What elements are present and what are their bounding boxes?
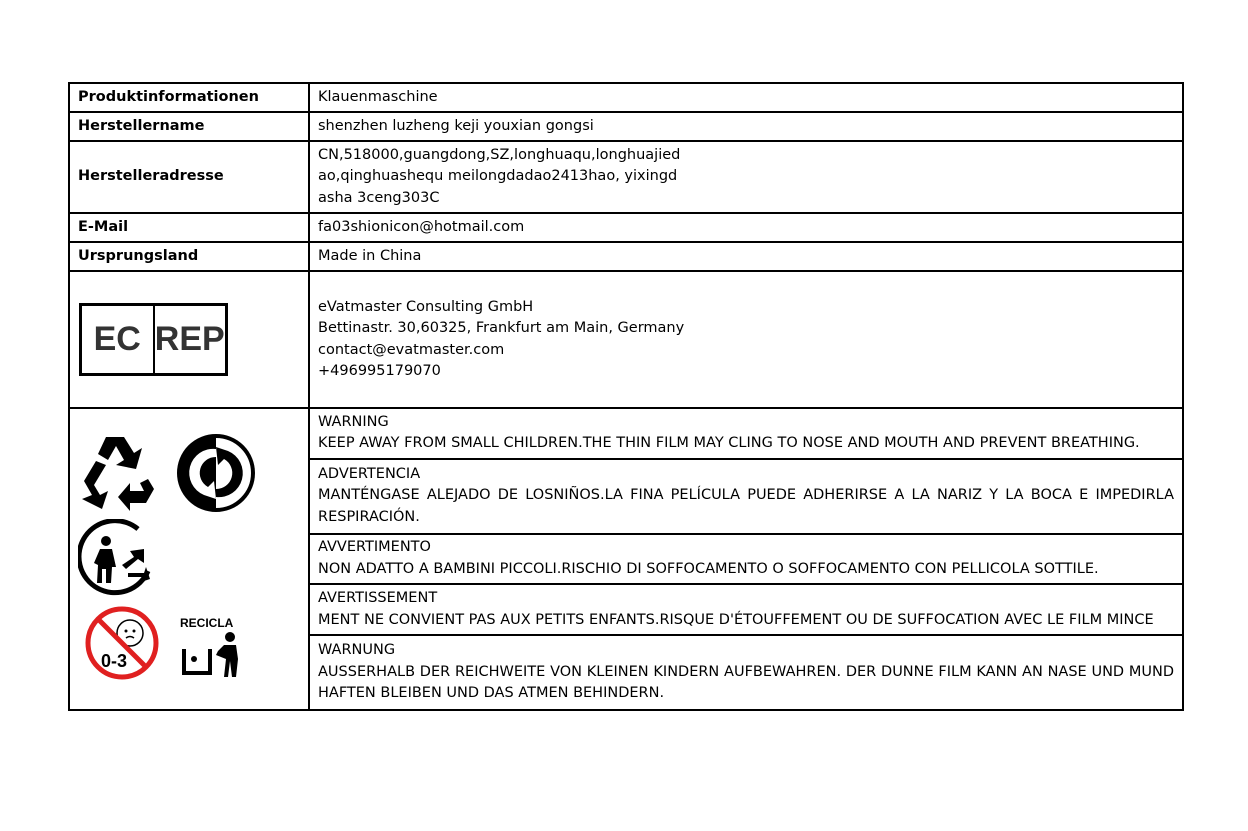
table-row-address xyxy=(69,141,1183,213)
green-dot-icon xyxy=(176,433,256,513)
manufacturer-label: Herstellername xyxy=(69,112,309,141)
warning-es xyxy=(309,459,1183,534)
origin-label: Ursprungsland xyxy=(69,242,309,271)
product-value: Klauenmaschine xyxy=(309,83,1183,112)
address-label: Herstelleradresse xyxy=(69,141,309,213)
ec-rep-symbol-right: REP xyxy=(153,306,226,373)
product-info-table xyxy=(68,82,1184,711)
warning-it-title: AVVERTIMENTO xyxy=(318,539,431,556)
warning-it xyxy=(309,534,1183,585)
table-row-manufacturer xyxy=(69,112,1183,141)
table-row-origin xyxy=(69,242,1183,271)
warning-fr xyxy=(309,584,1183,635)
email-label: E-Mail xyxy=(69,213,309,242)
ec-rep-symbol xyxy=(79,303,228,376)
symbols-panel xyxy=(70,409,308,709)
warning-de xyxy=(309,635,1183,710)
warning-es-title: ADVERTENCIA xyxy=(318,465,421,482)
table-row-email xyxy=(69,213,1183,242)
warning-fr-title: AVERTISSEMENT xyxy=(318,590,438,607)
ec-rep-symbol-left: EC xyxy=(93,319,141,358)
ec-rep-company: eVatmaster Consulting GmbH xyxy=(318,298,534,315)
warning-en xyxy=(309,408,1183,459)
manufacturer-value: shenzhen luzheng keji youxian gongsi xyxy=(309,112,1183,141)
table-row-warning-en xyxy=(69,408,1183,459)
warning-de-title: WARNUNG xyxy=(318,642,396,659)
product-label: Produktinformationen xyxy=(69,83,309,112)
ec-rep-phone: +496995179070 xyxy=(318,363,441,379)
warning-fr-text: MENT NE CONVIENT PAS AUX PETITS ENFANTS.RISQUE D'ÉTOUFFEMENT OU DE SUFFOCATION AVEC LE FILM MINCE xyxy=(318,611,1154,628)
origin-value: Made in China xyxy=(309,242,1183,271)
address-line: asha 3ceng303C xyxy=(318,189,440,206)
ec-rep-address: Bettinastr. 30,60325, Frankfurt am Main, Germany xyxy=(318,320,685,336)
address-line: CN,518000,guangdong,SZ,longhuaqu,longhuajied xyxy=(318,146,681,163)
warning-en-title: WARNING xyxy=(318,413,389,430)
warning-es-text: MANTÉNGASE ALEJADO DE LOSNIÑOS.LA FINA PELÍCULA PUEDE ADHERIRSE A LA NARIZ Y LA BOCA E IMPEDIRLA RESPIRACIÓN. xyxy=(318,487,1174,525)
ec-rep-symbol-cell xyxy=(69,271,309,408)
warning-it-text: NON ADATTO A BAMBINI PICCOLI.RISCHIO DI SOFFOCAMENTO O SOFFOCAMENTO CON PELLICOLA SOTTILE. xyxy=(318,560,1099,577)
symbols-cell xyxy=(69,408,309,710)
recicla-icon xyxy=(180,629,248,679)
ec-rep-email: contact@evatmaster.com xyxy=(318,341,505,358)
warning-en-text: KEEP AWAY FROM SMALL CHILDREN.THE THIN FILM MAY CLING TO NOSE AND MOUTH AND PREVENT BREATHING. xyxy=(318,435,1140,452)
ec-rep-details xyxy=(309,271,1183,408)
recicla-label: RECICLA xyxy=(180,616,234,630)
recycle-icon xyxy=(78,433,158,511)
address-line: ao,qinghuashequ meilongdadao2413hao, yixingd xyxy=(318,168,678,185)
tidyman-recycle-icon xyxy=(78,519,158,599)
address-value xyxy=(309,141,1183,213)
email-value: fa03shionicon@hotmail.com xyxy=(309,213,1183,242)
warning-de-text: AUSSERHALB DER REICHWEITE VON KLEINEN KINDERN AUFBEWAHREN. DER DUNNE FILM KANN AN NASE UND MUND HAFTEN BLEIBEN UND DAS ATMEN BEHINDERN. xyxy=(318,663,1174,702)
age-label: 0-3 xyxy=(100,651,128,671)
no-children-0-3-icon xyxy=(84,605,160,681)
table-row-ec-rep xyxy=(69,271,1183,408)
table-row-product xyxy=(69,83,1183,112)
